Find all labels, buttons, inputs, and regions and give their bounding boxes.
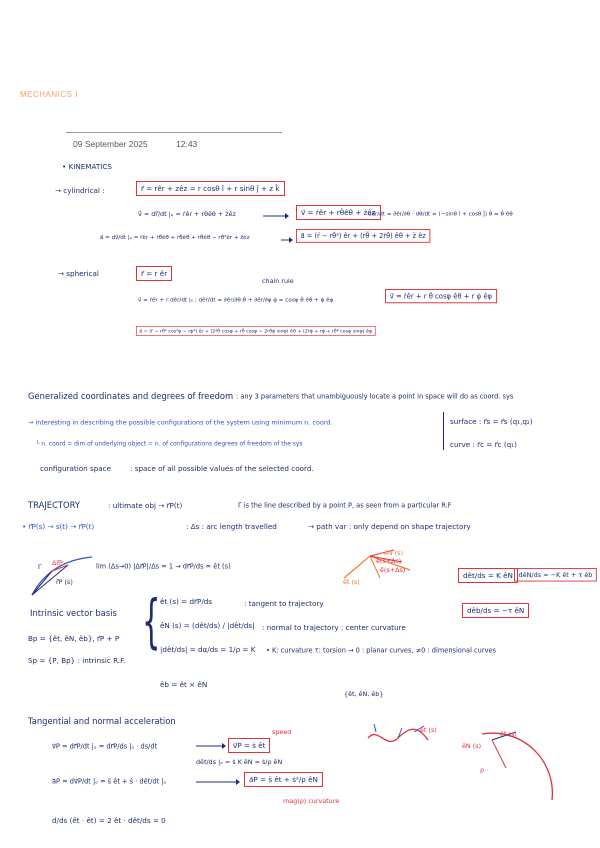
curvature-equation: |dêt/ds| = dα/ds = 1/ρ = K <box>160 645 256 654</box>
cylindrical-acceleration-derivation: a⃗ = dv⃗/dt |ₒ = r̈êr + ṙθ̇êθ + ṙθ̇êθ + rθ̈êθ − rθ̇²êr + z̈êz <box>100 234 250 241</box>
circle-label-en: êN (s) <box>462 742 482 750</box>
curvature-torsion-note: • K: curvature τ: torsion → 0 : planar curves, ≠0 : dimensional curves <box>266 646 496 655</box>
frenet-db-box: dêb/ds = −τ êN <box>462 603 529 618</box>
trajectory-heading: TRAJECTORY <box>28 500 81 510</box>
sketch-label-et: êt (s) <box>343 578 360 586</box>
chain-rule-note: chain rule <box>262 277 294 285</box>
arrow-icon <box>196 779 240 785</box>
sketch-label-e-s-ds-2: ê(s+Δs) <box>380 566 406 574</box>
spherical-velocity-derivation: v⃗ = ṙêr + r dêr/dt |ₒ ; dêr/dt = ∂êr/∂θ θ̇ + ∂êr/∂φ φ̇ = cosφ θ̇ êθ + φ̇ êφ <box>138 296 334 304</box>
sketch-label-e-s-ds-1: ê(s+Δs) <box>376 557 402 565</box>
arc-length-note: : Δs : arc length travelled <box>186 522 277 531</box>
note-date: 09 September 2025 <box>73 139 148 149</box>
tangent-derivative-note: dêt/ds |ₒ = ṡ K êN = ṡ/ρ êN <box>196 758 283 766</box>
frenet-basis-set: {êt, êN, êb} <box>344 690 384 698</box>
binormal-vector-def: êb = êt × êN <box>160 680 208 689</box>
speed-label: speed <box>272 728 292 736</box>
generalized-interesting-note: → interesting in describing the possible configurations of the system using minimum n. coord. <box>28 418 333 427</box>
normal-vector-def: êN (s) = (dêt/ds) / |dêt/ds| <box>160 621 255 630</box>
circle-label-et: êt (s) <box>500 730 517 738</box>
notebook-title: MECHANICS I <box>20 90 78 99</box>
curvature-circle-sketch <box>462 728 558 804</box>
frenet-dn-box: dêN/ds = −K êt + τ êb <box>514 568 597 582</box>
curve-parametrization: curve : r⃗c = r⃗c (q₁) <box>450 440 517 449</box>
circle-label-rho: ρ <box>480 766 485 774</box>
acceleration-heading: Tangential and normal acceleration <box>28 716 176 726</box>
acceleration-box: a⃗P = s̈ êt + ṡ²/ρ êN <box>244 772 323 787</box>
arrow-icon <box>263 213 289 219</box>
cylindrical-label: → cylindrical : <box>55 186 105 195</box>
acceleration-derivation: a⃗P = dv⃗P/dt |ₒ = s̈ êt + ṡ · dêt/dt |ₒ <box>52 777 167 786</box>
cylindrical-velocity-derivation: v⃗ = dr⃗/dt |ₒ = ṙêr + rθ̇êθ + żêz <box>138 210 236 218</box>
unit-vector-derivative-note: dêr/dt = ∂êr/∂θ · dθ/dt = (−sinθ î + cosθ ĵ) θ̇ = θ̇ êθ <box>368 210 513 218</box>
configuration-space-label: configuration space <box>40 464 112 473</box>
sketch-label-rp: r⃗P (s) <box>56 578 73 586</box>
brace: { <box>142 587 161 655</box>
curvature-magnitude-note: mag(ρ) curvature <box>283 797 340 805</box>
sketch-label-en: êN (s) <box>384 549 404 557</box>
tangent-vector-note: : tangent to trajectory <box>244 599 324 608</box>
surface-parametrization: surface : r⃗s = r⃗s (q₁,q₂) <box>450 417 533 426</box>
generalized-coordinates-heading: Generalized coordinates and degrees of freedom <box>28 391 234 401</box>
unit-tangent-orthogonality: d/ds (êt · êt) = 2 êt · dêt/ds = 0 <box>52 816 166 825</box>
intrinsic-reference-frame: Sp = {P, Bp} : intrinsic R.F. <box>28 656 126 665</box>
velocity-box: v⃗P = ṡ êt <box>228 738 270 753</box>
divider <box>443 412 444 450</box>
tangent-vector-def: êt (s) = dr⃗P/ds <box>160 597 213 606</box>
configuration-space-definition: : space of all possible values of the selected coord. <box>130 464 314 473</box>
arrow-icon <box>281 237 293 243</box>
note-time: 12:43 <box>176 139 198 149</box>
spherical-label: → spherical <box>58 269 99 278</box>
intrinsic-basis-heading: Intrinsic vector basis <box>30 608 117 618</box>
spherical-velocity-box: v⃗ = ṙêr + r θ̇ cosφ êθ + r φ̇ êφ <box>385 289 497 303</box>
trajectory-definition: : ultimate obj → r⃗P(t) <box>108 501 183 510</box>
degrees-of-freedom-note: └ n. coord = dim of underlying object = n. of configurations degrees of freedom of the sys <box>36 440 303 448</box>
trajectory-parametrization: • r⃗P(s) → s(t) → r⃗P(t) <box>22 522 95 531</box>
velocity-derivation: v⃗P = dr⃗P/dt |ₒ = dr⃗P/ds |ₒ · ds/dt <box>52 742 158 751</box>
path-variable-note: → path var : only depend on shape trajectory <box>308 522 471 531</box>
spherical-acceleration-box: a⃗ = (r̈ − rθ̇² cos²φ − rφ̇²) êr + (2ṙθ̇ cosφ + rθ̈ cosφ − 2rθ̇φ̇ sinφ) êθ + (2ṙφ̇ + rφ̈ + rθ̇² cosφ sinφ) êφ <box>136 326 375 336</box>
generalized-coordinates-definition: : any 3 parameters that unambiguously locate a point in space will do as coord. sys <box>236 392 514 401</box>
header-rule <box>66 132 282 133</box>
normal-vector-note: : normal to trajectory : center curvature <box>262 623 406 632</box>
frenet-dt-box: dêt/ds = K êN <box>458 568 518 583</box>
arrow-icon <box>196 743 226 749</box>
spherical-position-box: r⃗ = r êr <box>136 266 172 281</box>
sketch-label-delta-r: Δr⃗P <box>52 559 63 567</box>
trajectory-line-description: Γ is the line described by a point P, as seen from a particular R.F <box>238 501 452 510</box>
cylindrical-acceleration-box: a⃗ = (r̈ − rθ̇²) êr + (rθ̈ + 2ṙθ̇) êθ + z̈ êz <box>296 229 430 243</box>
cylindrical-velocity-box: v⃗ = ṙêr + rθ̇êθ + żêz <box>296 205 381 220</box>
kinematics-heading: • KINEMATICS <box>62 162 112 171</box>
intrinsic-basis-set: Bp = {êt, êN, êb}, r⃗P + P <box>28 634 120 643</box>
sketch-label-gamma: Γ <box>38 563 42 571</box>
wavy-label-et: êt (s) <box>420 726 437 734</box>
unit-tangent-limit: lim (Δs→0) |Δr⃗P|/Δs = 1 → dr⃗P/ds = êt (s) <box>96 562 231 571</box>
cylindrical-position: r⃗ = rêr + zêz = r cosθ î + r sinθ ĵ + z k̂ <box>136 181 285 196</box>
